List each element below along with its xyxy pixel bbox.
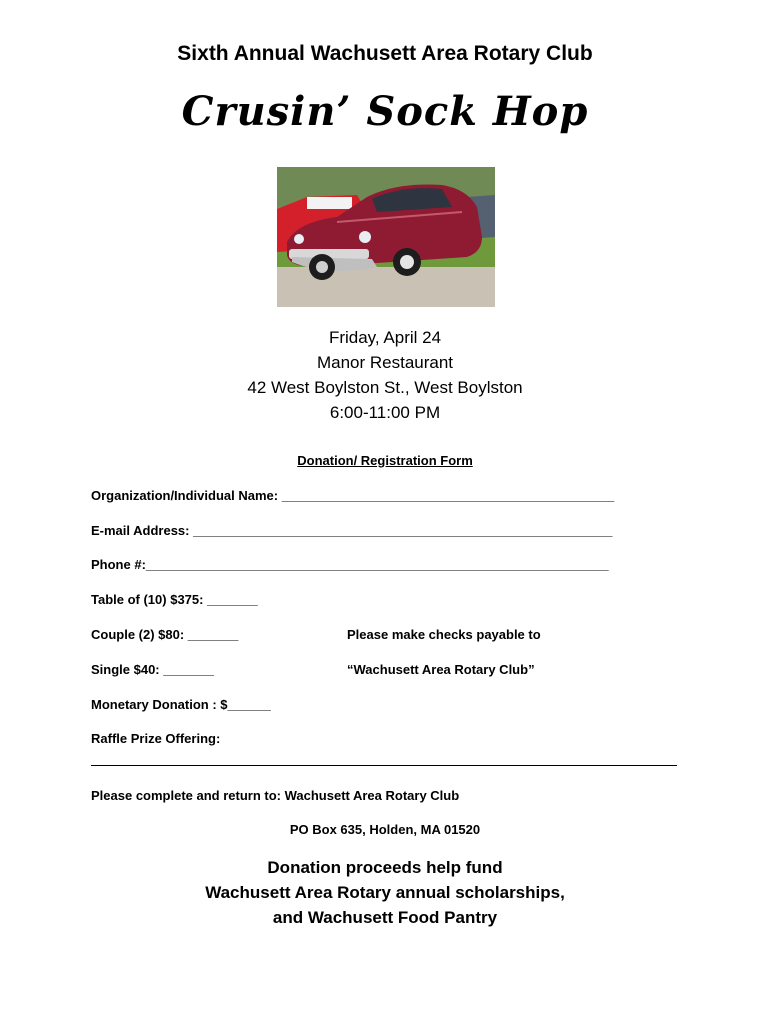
mailing-line-1: Please complete and return to: Wachusett Area Rotary Club (91, 788, 460, 803)
form-title: Donation/ Registration Form (297, 453, 473, 468)
single-field[interactable]: Single $40: _______ (91, 662, 214, 677)
email-field[interactable]: E-mail Address: __________________________________________________________ (91, 523, 613, 538)
classic-car-photo (277, 167, 495, 307)
footer-line-3: and Wachusett Food Pantry (272, 908, 498, 927)
mailing-line-2: PO Box 635, Holden, MA 01520 (289, 822, 481, 837)
event-title: Crusin’ Sock Hop (181, 88, 589, 135)
phone-field[interactable]: Phone #:________________________________________________________________ (91, 557, 609, 572)
footer-line-2: Wachusett Area Rotary annual scholarships, (205, 883, 565, 902)
checks-note: Please make checks payable to (347, 627, 541, 642)
table-field[interactable]: Table of (10) $375: _______ (91, 592, 258, 607)
monetary-donation-field[interactable]: Monetary Donation : $______ (91, 697, 271, 712)
name-field[interactable]: Organization/Individual Name: ______________________________________________ (91, 488, 615, 503)
event-date: Friday, April 24 (328, 328, 442, 347)
event-time: 6:00-11:00 PM (329, 403, 441, 422)
couple-field[interactable]: Couple (2) $80: _______ (91, 627, 239, 642)
event-subtitle: Sixth Annual Wachusett Area Rotary Club (177, 42, 593, 65)
footer-line-1: Donation proceeds help fund (267, 858, 503, 877)
raffle-label: Raffle Prize Offering: (91, 731, 221, 746)
raffle-entry-line[interactable] (91, 765, 677, 766)
event-address: 42 West Boylston St., West Boylston (247, 378, 523, 397)
checks-payee: “Wachusett Area Rotary Club” (347, 662, 535, 677)
event-venue: Manor Restaurant (316, 353, 454, 372)
